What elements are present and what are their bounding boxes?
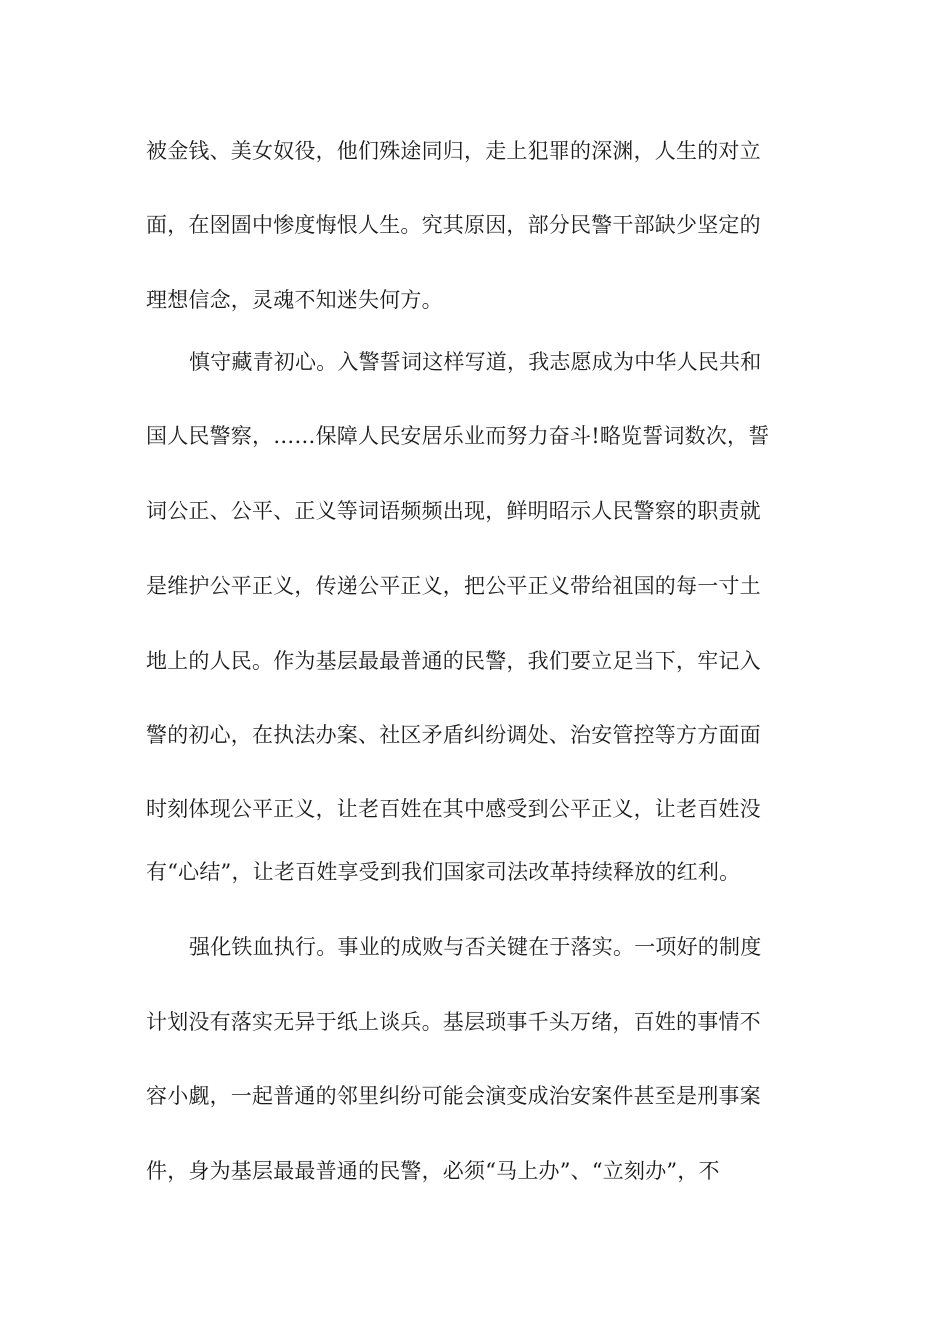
text-line: 国人民警察，……保障人民安居乐业而努力奋斗!略览誓词数次，誓 bbox=[146, 424, 770, 448]
paragraph-start-line: 强化铁血执行。事业的成败与否关键在于落实。一项好的制度 bbox=[189, 935, 762, 959]
paragraph-start-line: 慎守藏青初心。入警誓词这样写道，我志愿成为中华人民共和 bbox=[189, 350, 762, 374]
text-line: 理想信念，灵魂不知迷失何方。 bbox=[146, 288, 443, 312]
text-line: 件，身为基层最最普通的民警，必须“马上办”、“立刻办”，不 bbox=[146, 1159, 720, 1183]
text-line: 有“心结”，让老百姓享受到我们国家司法改革持续释放的红利。 bbox=[146, 860, 741, 884]
text-line: 容小觑，一起普通的邻里纠纷可能会演变成治安案件甚至是刑事案 bbox=[146, 1084, 761, 1108]
text-line: 面，在囹圄中惨度悔恨人生。究其原因，部分民警干部缺少坚定的 bbox=[146, 213, 761, 237]
text-line: 被金钱、美女奴役，他们殊途同归，走上犯罪的深渊，人生的对立 bbox=[146, 139, 761, 163]
text-line: 词公正、公平、正义等词语频频出现，鲜明昭示人民警察的职责就 bbox=[146, 499, 761, 523]
text-line: 是维护公平正义，传递公平正义，把公平正义带给祖国的每一寸土 bbox=[146, 574, 761, 598]
text-line: 警的初心，在执法办案、社区矛盾纠纷调处、治安管控等方方面面 bbox=[146, 723, 761, 747]
text-line: 地上的人民。作为基层最最普通的民警，我们要立足当下，牢记入 bbox=[146, 649, 761, 673]
text-line: 计划没有落实无异于纸上谈兵。基层琐事千头万绪，百姓的事情不 bbox=[146, 1010, 761, 1034]
text-line: 时刻体现公平正义，让老百姓在其中感受到公平正义，让老百姓没 bbox=[146, 797, 761, 821]
